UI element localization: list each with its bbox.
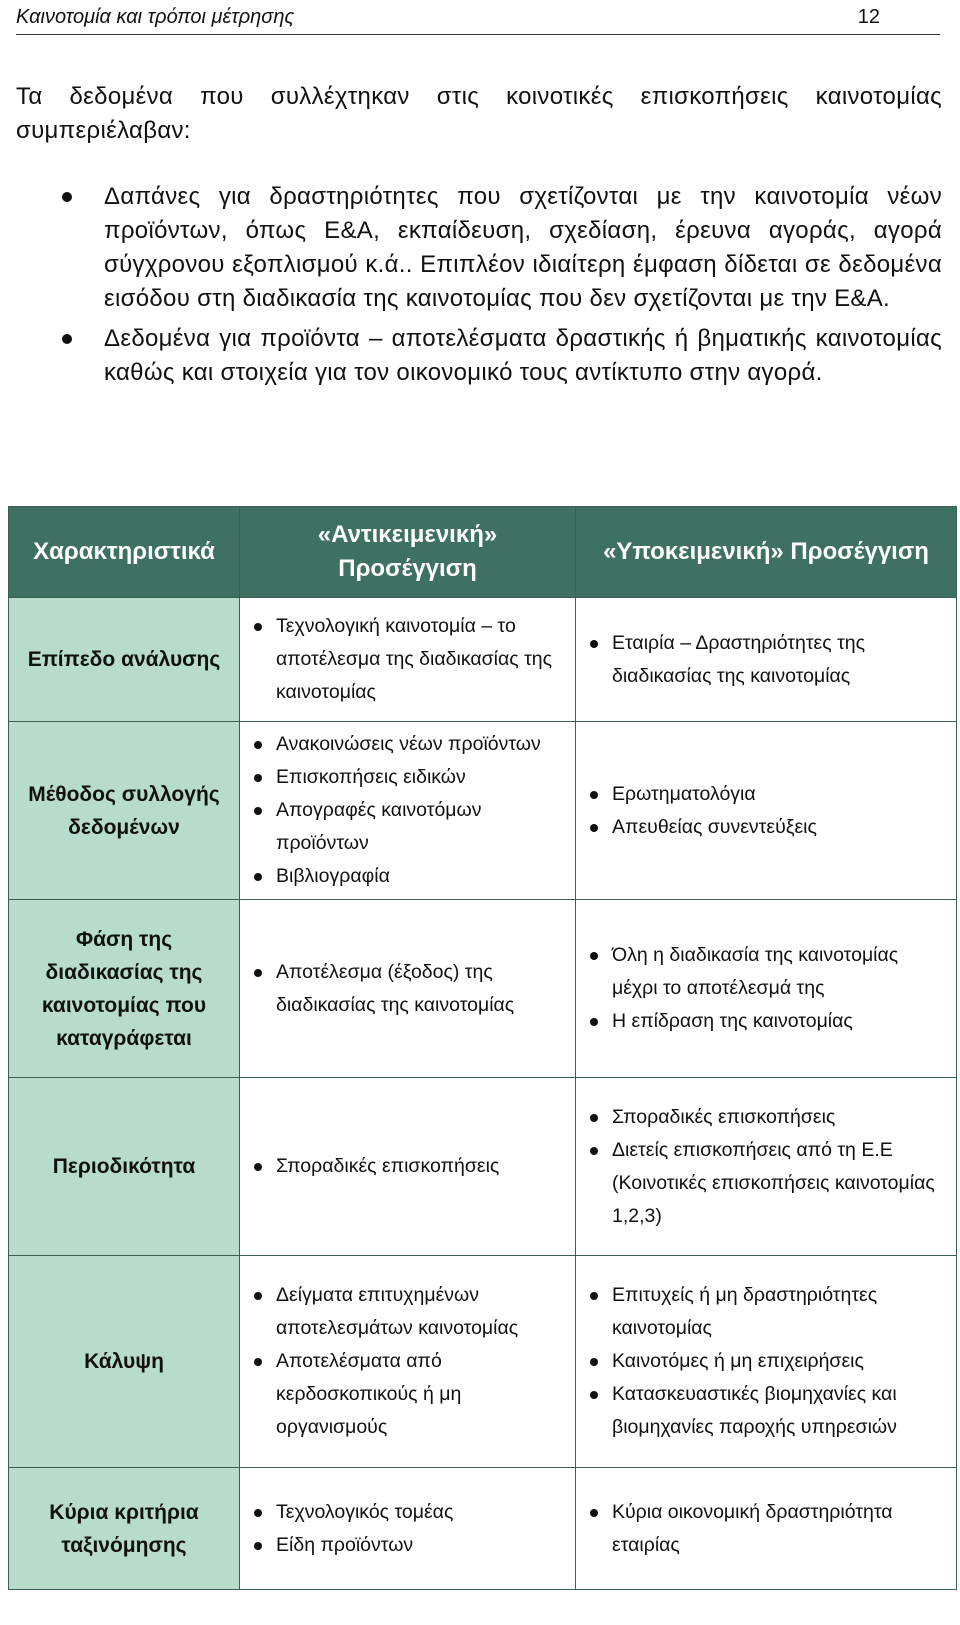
- row-header: Κύρια κριτήρια ταξινόμησης: [9, 1468, 240, 1590]
- list-item: [250, 794, 565, 860]
- column-header-objective: «Αντικειμενική» Προσέγγιση: [240, 507, 576, 598]
- list-item-text: Ερωτηματολόγια: [612, 782, 756, 805]
- subjective-cell: [576, 598, 957, 722]
- list-item: [586, 1378, 946, 1444]
- cell-bullet-list: [586, 627, 946, 693]
- bullet-icon: [254, 1292, 262, 1300]
- cell-bullet-list: [250, 1150, 565, 1183]
- comparison-table: [8, 506, 957, 1590]
- bullet-icon: [254, 774, 262, 782]
- list-item-text: Καινοτόμες ή μη επιχειρήσεις: [612, 1350, 864, 1372]
- cell-bullet-list: [586, 1101, 946, 1233]
- list-item-text: Τεχνολογική καινοτομία – το αποτέλεσμα της διαδικασίας της καινοτομίας: [276, 615, 553, 703]
- list-item: [586, 1345, 946, 1378]
- list-item-text: Απογραφές καινοτόμων προϊόντων: [276, 799, 482, 854]
- list-item-text: Είδη προϊόντων: [276, 1533, 414, 1556]
- list-item-text: Δείγματα επιτυχημένων αποτελεσμάτων καινοτομίας: [276, 1284, 519, 1339]
- bullet-icon: [254, 969, 262, 977]
- list-item: [586, 627, 946, 693]
- cell-bullet-list: [250, 1496, 565, 1562]
- list-item-text: Αποτέλεσμα (έξοδος) της διαδικασίας της καινοτομίας: [276, 960, 515, 1016]
- list-item: [16, 180, 942, 316]
- cell-bullet-list: [586, 1496, 946, 1562]
- table-row: [9, 598, 957, 722]
- table-header-row: [9, 507, 957, 598]
- list-item: [250, 860, 565, 893]
- list-item-text: Ανακοινώσεις νέων προϊόντων: [276, 733, 541, 755]
- bullet-icon: [590, 1292, 598, 1300]
- running-header-title: Καινοτομία και τρόποι μέτρησης: [16, 5, 295, 28]
- subjective-cell: [576, 900, 957, 1078]
- list-item: [250, 1529, 565, 1562]
- row-header: Μέθοδος συλλογής δεδομένων: [9, 722, 240, 900]
- cell-bullet-list: [586, 939, 946, 1038]
- cell-bullet-list: [250, 956, 565, 1022]
- list-item: [250, 1496, 565, 1529]
- list-item: [250, 956, 565, 1022]
- row-header: Επίπεδο ανάλυσης: [9, 598, 240, 722]
- list-item-text: Σποραδικές επισκοπήσεις: [612, 1105, 836, 1128]
- list-item: [586, 811, 946, 844]
- objective-cell: [240, 1256, 576, 1468]
- intro-bullet-list: [16, 180, 942, 396]
- list-item-text: Επιτυχείς ή μη δραστηριότητες καινοτομίας: [612, 1284, 878, 1339]
- row-header: Περιοδικότητα: [9, 1078, 240, 1256]
- bullet-icon: [590, 1358, 598, 1366]
- list-item-text: Δαπάνες για δραστηριότητες που σχετίζονται με την καινοτομία νέων προϊόντων, όπως Ε&Α, εκπαίδευση, σχεδίαση, έρευνα αγοράς, αγορά σύγχρονου εξοπλισμού κ.ά.. Επιπλέον ιδιαίτερη έμφαση δίδεται σε δεδομένα εισόδου στη διαδικασία της καινοτομίας που δεν σχετίζονται με την Ε&Α.: [104, 183, 942, 312]
- list-item: [586, 1279, 946, 1345]
- list-item-text: Βιβλιογραφία: [276, 865, 390, 887]
- bullet-icon: [254, 623, 262, 631]
- list-item-text: Σποραδικές επισκοπήσεις: [276, 1155, 500, 1177]
- bullet-icon: [590, 824, 598, 832]
- bullet-icon: [590, 1391, 598, 1399]
- column-header-subjective: «Υποκειμενική» Προσέγγιση: [576, 507, 957, 598]
- bullet-icon: [590, 791, 598, 799]
- bullet-icon: [590, 1509, 598, 1517]
- list-item: [250, 1345, 565, 1444]
- table-row: [9, 900, 957, 1078]
- list-item-text: Απευθείας συνεντεύξεις: [612, 815, 817, 838]
- list-item-text: Αποτελέσματα από κερδοσκοπικούς ή μη οργανισμούς: [276, 1350, 462, 1438]
- table-row: [9, 722, 957, 900]
- bullet-icon: [254, 807, 262, 815]
- row-header: Φάση της διαδικασίας της καινοτομίας που καταγράφεται: [9, 900, 240, 1078]
- bullet-icon: [590, 952, 598, 960]
- row-header: Κάλυψη: [9, 1256, 240, 1468]
- list-item: [586, 1005, 946, 1038]
- objective-cell: [240, 1078, 576, 1256]
- bullet-icon: [254, 1358, 262, 1366]
- running-header: [16, 0, 940, 35]
- intro-paragraph: Τα δεδομένα που συλλέχτηκαν στις κοινοτικές επισκοπήσεις καινοτομίας συμπεριέλαβαν:: [16, 83, 942, 144]
- list-item: [586, 1134, 946, 1233]
- bullet-icon: [254, 1542, 262, 1550]
- list-item: [586, 778, 946, 811]
- list-item-text: Κύρια οικονομική δραστηριότητα εταιρίας: [612, 1500, 893, 1556]
- bullet-icon: [254, 1163, 262, 1171]
- page-number: 12: [857, 5, 880, 28]
- subjective-cell: [576, 722, 957, 900]
- bullet-icon: [254, 1509, 262, 1517]
- cell-bullet-list: [250, 1279, 565, 1444]
- list-item: [16, 322, 942, 390]
- table-row: [9, 1078, 957, 1256]
- objective-cell: [240, 722, 576, 900]
- list-item: [250, 610, 565, 709]
- bullet-icon: [62, 192, 72, 202]
- list-item: [250, 728, 565, 761]
- objective-cell: [240, 598, 576, 722]
- table-row: [9, 1468, 957, 1590]
- list-item: [250, 1150, 565, 1183]
- cell-bullet-list: [586, 1279, 946, 1444]
- list-item-text: Η επίδραση της καινοτομίας: [612, 1010, 853, 1032]
- objective-cell: [240, 900, 576, 1078]
- cell-bullet-list: [250, 610, 565, 709]
- list-item-text: Εταιρία – Δραστηριότητες της διαδικασίας της καινοτομίας: [612, 631, 866, 687]
- list-item: [586, 1496, 946, 1562]
- list-item-text: Επισκοπήσεις ειδικών: [276, 766, 466, 788]
- bullet-icon: [254, 873, 262, 881]
- list-item: [586, 939, 946, 1005]
- list-item-text: Όλη η διαδικασία της καινοτομίας μέχρι το αποτέλεσμά της: [612, 944, 899, 999]
- bullet-icon: [590, 640, 598, 648]
- list-item: [250, 1279, 565, 1345]
- list-item-text: Δεδομένα για προϊόντα – αποτελέσματα δραστικής ή βηματικής καινοτομίας καθώς και στοιχεία για τον οικονομικό τους αντίκτυπο στην αγορά.: [104, 325, 942, 386]
- subjective-cell: [576, 1256, 957, 1468]
- bullet-icon: [254, 741, 262, 749]
- cell-bullet-list: [250, 728, 565, 893]
- objective-cell: [240, 1468, 576, 1590]
- list-item-text: Διετείς επισκοπήσεις από τη Ε.Ε (Κοινοτικές επισκοπήσεις καινοτομίας 1,2,3): [612, 1138, 935, 1227]
- list-item: [586, 1101, 946, 1134]
- subjective-cell: [576, 1078, 957, 1256]
- table-body: [9, 598, 957, 1590]
- list-item: [250, 761, 565, 794]
- column-header-characteristics: Χαρακτηριστικά: [9, 507, 240, 598]
- bullet-icon: [590, 1018, 598, 1026]
- bullet-icon: [590, 1147, 598, 1155]
- bullet-icon: [590, 1114, 598, 1122]
- list-item-text: Κατασκευαστικές βιομηχανίες και βιομηχανίες παροχής υπηρεσιών: [612, 1383, 897, 1438]
- list-item-text: Τεχνολογικός τομέας: [276, 1500, 454, 1523]
- subjective-cell: [576, 1468, 957, 1590]
- table-row: [9, 1256, 957, 1468]
- bullet-icon: [62, 334, 72, 344]
- cell-bullet-list: [586, 778, 946, 844]
